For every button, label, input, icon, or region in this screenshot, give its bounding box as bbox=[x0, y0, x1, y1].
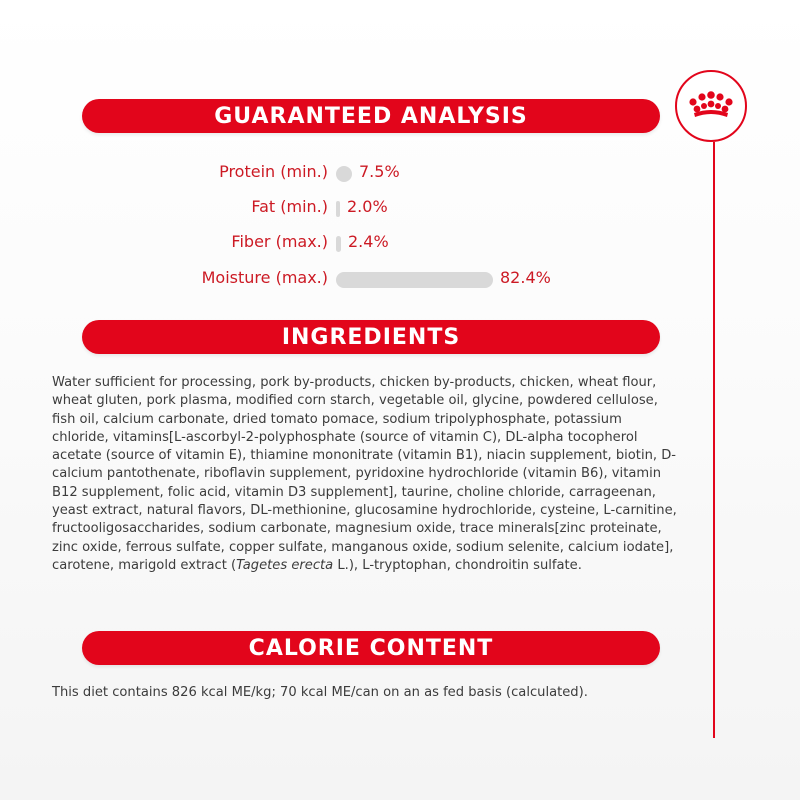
brand-vertical-line bbox=[713, 142, 715, 738]
calorie-content-text: This diet contains 826 kcal ME/kg; 70 kcal ME/can on an as fed basis (calculated). bbox=[52, 685, 588, 700]
ingredients-title: INGREDIENTS bbox=[281, 324, 461, 350]
ingredients-banner bbox=[82, 320, 660, 354]
ingredients-text-part-1: Water sufficient for processing, pork by-products, chicken by-products, chicken, wheat flour, wheat gluten, pork plasma, modified corn starch, vegetable oil, glycine, powdered cellulose, fish oil, calcium carbonate, dried tomato pomace, sodium tripolyphosphate, potassium chloride, vitamins[L-ascorbyl-2-polyphosphate (source of vitamin C), DL-alpha tocopherol acetate (source of vitamin E), thiamine mononitrate (vitamin B1), niacin supplement, biotin, D-calcium pantothenate, riboflavin supplement, pyridoxine hydrochloride (vitamin B6), vitamin B12 supplement, folic acid, vitamin D3 supplement], taurine, choline chloride, carrageenan, yeast extract, natural flavors, DL-methionine, glucosamine hydrochloride, cysteine, L-carnitine, fructooligosaccharides, sodium carbonate, magnesium oxide, trace minerals[zinc proteinate, zinc oxide, ferrous sulfate, copper sulfate, manganous oxide, sodium selenite, calcium iodate], carotene, marigold extract ( bbox=[52, 375, 677, 573]
analysis-label: Protein (min.) bbox=[219, 162, 328, 181]
brand-emblem bbox=[675, 70, 747, 142]
analysis-row-protein bbox=[0, 160, 800, 188]
analysis-row-fat bbox=[0, 195, 800, 223]
analysis-bar bbox=[336, 272, 493, 288]
analysis-value: 82.4% bbox=[500, 268, 551, 287]
analysis-label: Fat (min.) bbox=[251, 197, 328, 216]
analysis-bar bbox=[336, 236, 341, 252]
ingredients-text bbox=[52, 374, 682, 575]
analysis-bar bbox=[336, 201, 340, 217]
crown-icon bbox=[688, 91, 734, 121]
analysis-bar bbox=[336, 166, 352, 182]
analysis-row-fiber bbox=[0, 230, 800, 258]
analysis-value: 2.4% bbox=[348, 232, 389, 251]
analysis-row-moisture bbox=[0, 266, 800, 294]
ingredients-text-part-2: L.), L-tryptophan, chondroitin sulfate. bbox=[333, 557, 582, 573]
calorie-content-title: CALORIE CONTENT bbox=[248, 635, 494, 661]
calorie-content-banner bbox=[82, 631, 660, 665]
guaranteed-analysis-title: GUARANTEED ANALYSIS bbox=[214, 103, 528, 129]
analysis-label: Moisture (max.) bbox=[201, 268, 328, 287]
analysis-label: Fiber (max.) bbox=[231, 232, 328, 251]
analysis-value: 7.5% bbox=[359, 162, 400, 181]
guaranteed-analysis-banner bbox=[82, 99, 660, 133]
analysis-value: 2.0% bbox=[347, 197, 388, 216]
ingredients-italic-species: Tagetes erecta bbox=[236, 557, 334, 573]
